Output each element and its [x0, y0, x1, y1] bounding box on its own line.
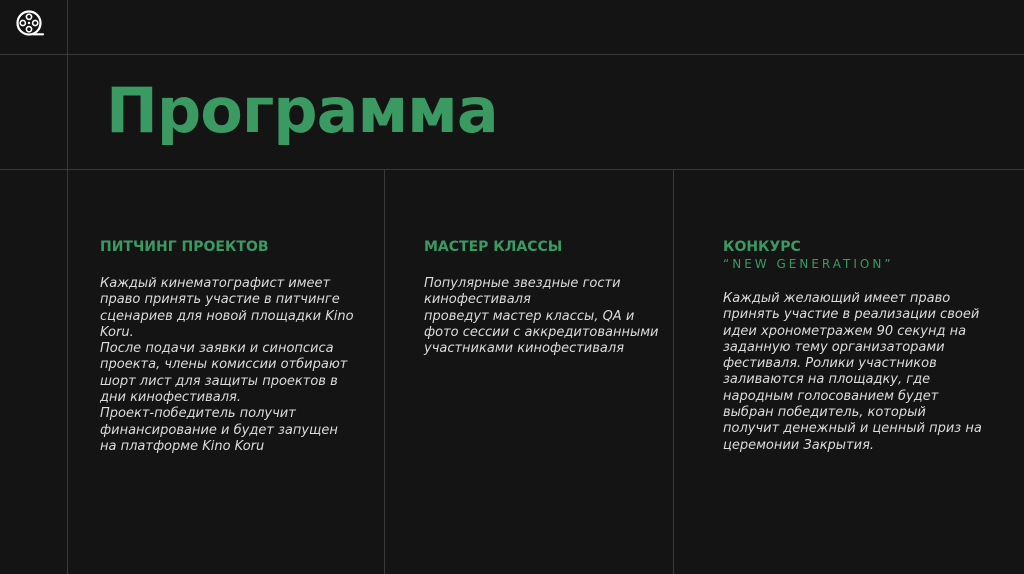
header-divider — [0, 54, 1024, 55]
column-heading: КОНКУРС — [723, 239, 801, 255]
column-heading: МАСТЕР КЛАССЫ — [424, 239, 563, 255]
page-title: Программа — [106, 74, 498, 147]
title-divider — [0, 169, 1024, 170]
column-pitching — [100, 238, 375, 455]
column-description: Каждый кинематографист имеет право принять участие в питчинге сценариев для новой площадки Kino Koru. После подачи заявки и синопсиса проекта, члены комиссии отбирают шорт лист для защиты проектов в дни кинофестиваля. Проект-победитель получит финансирование и будет запущен на платформе Kino Koru — [100, 276, 354, 454]
column-description: Популярные звездные гости кинофестиваля проведут мастер классы, QA и фото сессии с аккредитованными участниками кинофестиваля — [424, 276, 659, 357]
column-description: Каждый желающий имеет право принять участие в реализации своей идеи хронометражем 90 секунд на заданную тему организаторами фестиваля. Ролики участников заливаются на площадку, где народным голосованием будет выбран победитель, который получит денежный и ценный приз на церемонии Закрытия. — [723, 291, 982, 453]
column-subheading: “NEW GENERATION” — [723, 257, 894, 271]
left-margin-divider — [67, 0, 68, 574]
column-contest — [723, 238, 1013, 454]
film-reel-icon[interactable] — [15, 9, 45, 39]
column-divider-1 — [384, 169, 385, 574]
column-master-classes — [424, 238, 669, 357]
column-divider-2 — [673, 169, 674, 574]
column-heading: ПИТЧИНГ ПРОЕКТОВ — [100, 239, 269, 255]
